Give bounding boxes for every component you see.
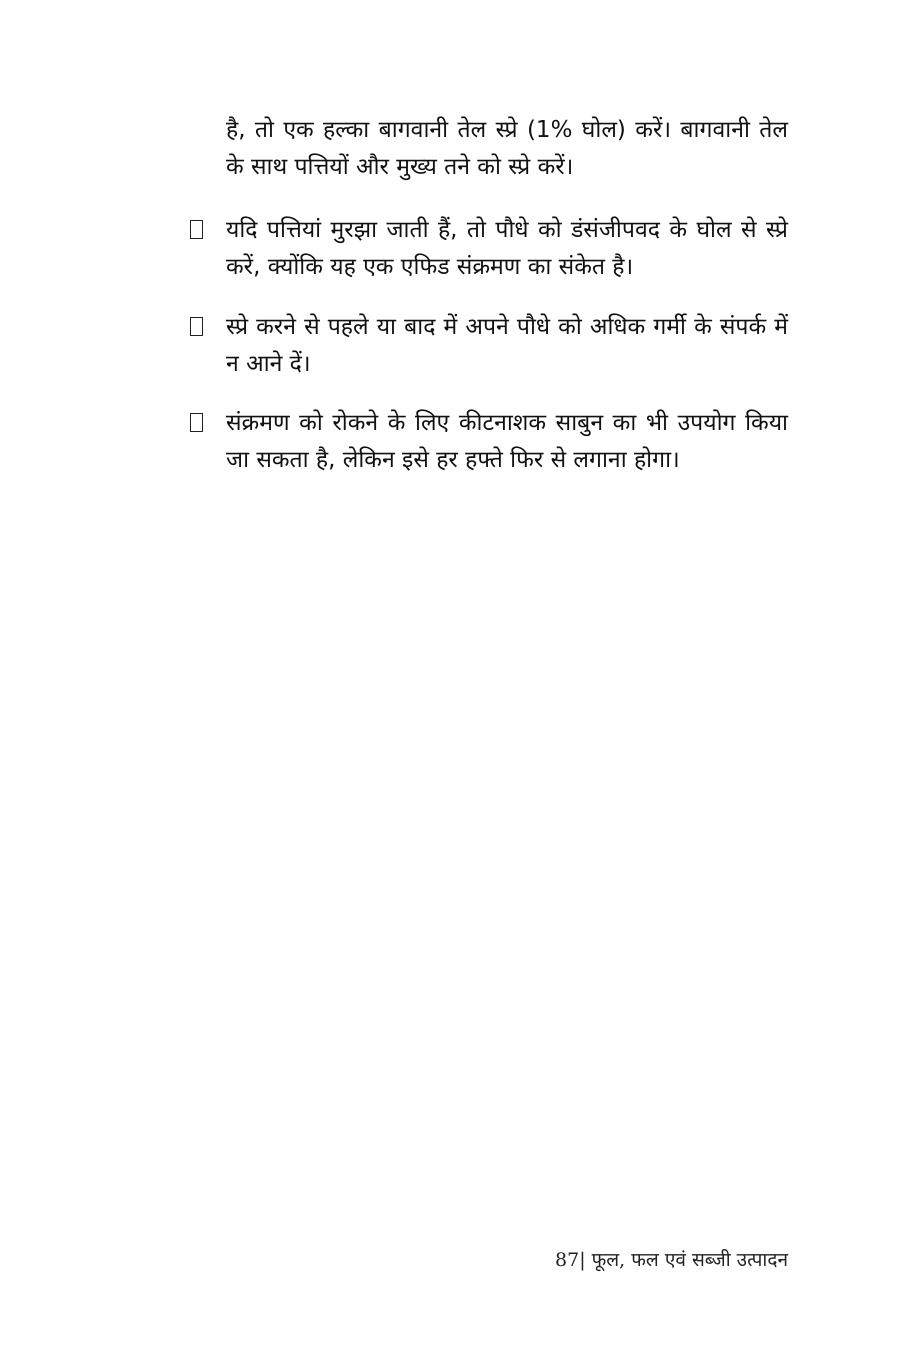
book-title: फूल, फल एवं सब्जी उत्पादन — [591, 1249, 788, 1271]
footer-separator: | — [579, 1249, 586, 1271]
list-item-text: संक्रमण को रोकने के लिए कीटनाशक साबुन का भी उपयोग किया जा सकता है, लेकिन इसे हर हफ्ते फिर से लगाना होगा। — [226, 410, 788, 473]
bullet-box-icon — [190, 413, 203, 432]
page-footer — [450, 1246, 788, 1274]
continuation-paragraph: है, तो एक हल्का बागवानी तेल स्प्रे (1% घोल) करें। बागवानी तेल के साथ पत्तियों और मुख्य तने को स्प्रे करें। — [226, 117, 788, 180]
page-number: 87 — [555, 1249, 580, 1271]
list-item-text: स्प्रे करने से पहले या बाद में अपने पौधे को अधिक गर्मी के संपर्क में न आने दें। — [226, 314, 788, 377]
bullet-box-icon — [190, 317, 203, 336]
list-item-text: यदि पत्तियां मुरझा जाती हैं, तो पौधे को डंसंजीपवद के घोल से स्प्रे करें, क्योंकि यह एक एफिड संक्रमण का संकेत है। — [226, 217, 788, 280]
bullet-box-icon — [190, 220, 203, 239]
